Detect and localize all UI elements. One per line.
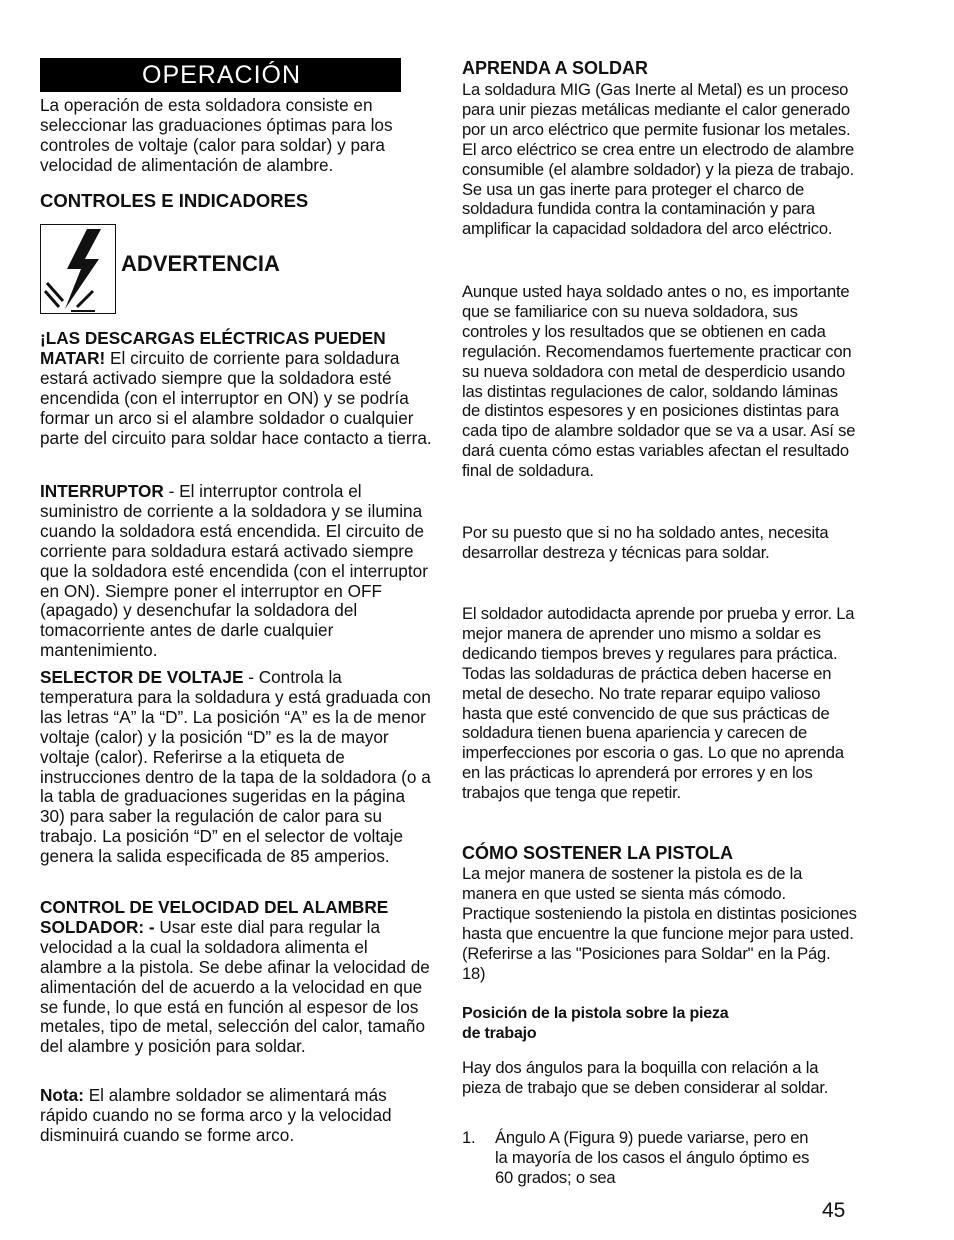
learn-paragraph-2: Aunque usted haya soldado antes o no, es importante que se familiarice con su nueva soldadora, sus controles y los resultados que se obtienen en cada regulación. Recomendamos fuertemente practicar con su nueva soldadora con metal de desperdicio usando las distintas regulaciones de calor, soldando láminas de distintos espesores y en posiciones distintas para cada tipo de alambre soldador que se va a usar. Así se dará cuenta cómo estas variables afectan el resultado final de soldadura. — [462, 282, 856, 481]
voltage-label: SELECTOR DE VOLTAJE — [40, 667, 244, 687]
learn-paragraph-3: Por su puesto que si no ha soldado antes, necesita desarrollar destreza y técnicas para soldar. — [462, 523, 829, 562]
note-paragraph — [40, 1086, 432, 1146]
note-body: El alambre soldador se alimentará más rápido cuando no se forma arco y la velocidad disminuirá cuando se forme arco. — [40, 1085, 392, 1145]
switch-label: INTERRUPTOR — [40, 481, 164, 501]
shock-body: El circuito de corriente para soldadura estará activado siempre que la soldadora esté encendida (con el interruptor en ON) y se podría formar un arco si el alambre soldador o cualquier parte del circuito para soldar hace contacto a tierra. — [40, 347, 432, 448]
section-banner-operacion: OPERACIÓN — [40, 58, 401, 92]
wire-label: CONTROL DE VELOCIDAD DEL ALAMBRE SOLDADOR: - — [40, 897, 389, 937]
wire-body: Usar este dial para regular la velocidad a la cual la soldadora alimenta el alambre a la pistola. Se debe afinar la velocidad de alimentación del de acuerdo a la velocidad en que se funde, lo que está en función al espesor de los metales, tipo de metal, selección del calor, tamaño del alambre y posición para soldar. — [40, 916, 430, 1057]
switch-paragraph — [40, 482, 432, 661]
learn-paragraph-1: La soldadura MIG (Gas Inerte al Metal) es un proceso para unir piezas metálicas mediante el calor generado por un arco eléctrico que permite fusionar los metales. El arco eléctrico se crea entre un electrodo de alambre consumible (el alambre soldador) y la pieza de trabajo. Se usa un gas inerte para proteger el charco de soldadura fundida contra la contaminación y para amplificar la capacidad soldadora del arco eléctrico. — [462, 80, 855, 239]
wire-paragraph — [40, 898, 432, 1057]
shock-lead: ¡LAS DESCARGAS ELÉCTRICAS PUEDEN MATAR! — [40, 328, 386, 368]
hold-heading: CÓMO SOSTENER LA PISTOLA — [462, 843, 734, 863]
position-paragraph: Hay dos ángulos para la boquilla con relación a la pieza de trabajo que se deben considerar al soldar. — [462, 1058, 829, 1097]
voltage-body: - Controla la temperatura para la soldadura y está graduada con las letras “A” la “D”. La posición “A” es la de menor voltaje (calor) y la posición “D” es la de mayor voltaje (calor). Referirse a la etiqueta de instrucciones dentro de la tapa de la soldadora (o a la tabla de graduaciones sugeridas en la página 30) para saber la regulación de calor para su trabajo. La posición “D” en el selector de voltaje genera la salida especificada de 85 amperios. — [40, 667, 431, 867]
learn-paragraph-4: El soldador autodidacta aprende por prueba y error. La mejor manera de aprender uno mismo a soldar es dedicando tiempos breves y regulares para práctica. Todas las soldaduras de práctica deben hacerse en metal de desecho. No trate reparar equipo valioso hasta que esté convencido de que sus prácticas de soldadura tienen buena apariencia y carecen de imperfecciones por escoria o gas. Lo que no aprenda en las prácticas lo aprenderá por errores y en los trabajos que tenga que repetir. — [462, 604, 855, 803]
electric-shock-icon — [40, 224, 116, 314]
voltage-paragraph — [40, 668, 432, 867]
hold-paragraph: La mejor manera de sostener la pistola es de la manera en que usted se sienta más cómodo. Practique sosteniendo la pistola en distintas posiciones hasta que encuentre la que funcione mejor para usted. (Referirse a las "Posiciones para Soldar" en la Pág. 18) — [462, 864, 857, 983]
page-number: 45 — [822, 1199, 846, 1222]
controls-heading: CONTROLES E INDICADORES — [40, 190, 309, 211]
switch-body: - El interruptor controla el suministro de corriente a la soldadora y se ilumina cuando la soldadora está encendida. El circuito de corriente para soldadura estará activado siempre que la soldadora esté encendida (con el interruptor en ON). Siempre poner el interruptor en OFF (apagado) y desenchufar la soldadora del tomacorriente antes de darle cualquier mantenimiento. — [40, 481, 428, 661]
intro-paragraph: La operación de esta soldadora consiste en seleccionar las graduaciones óptimas para los controles de voltaje (calor para soldar) y para velocidad de alimentación de alambre. — [40, 95, 393, 175]
learn-heading: APRENDA A SOLDAR — [462, 58, 649, 78]
warning-title: ADVERTENCIA — [121, 251, 280, 276]
note-label: Nota: — [40, 1085, 84, 1105]
position-heading: Posición de la pistola sobre la pieza de trabajo — [462, 1005, 729, 1042]
list-number: 1. — [462, 1128, 476, 1147]
list-item-1: Ángulo A (Figura 9) puede variarse, pero en la mayoría de los casos el ángulo óptimo es 60 grados; o sea — [495, 1128, 810, 1187]
lightning-bolt-icon — [41, 225, 115, 313]
shock-paragraph — [40, 329, 432, 448]
